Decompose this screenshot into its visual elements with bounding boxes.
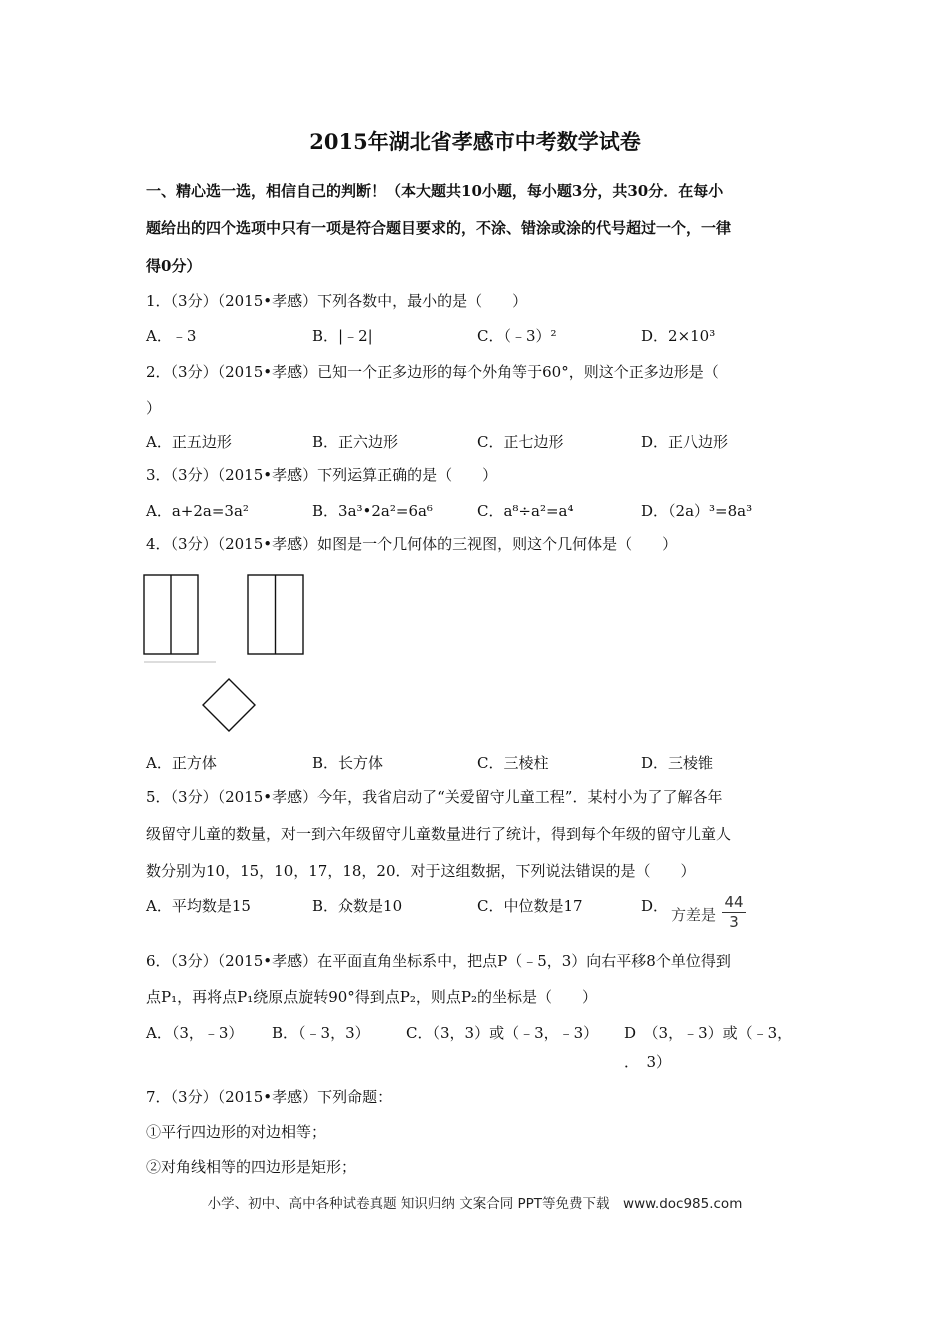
q5-stem-line-3: 数分别为10，15，10，17，18，20．对于这组数据，下列说法错误的是（ ） <box>146 862 696 880</box>
q5-option-c: C．中位数是17 <box>477 897 583 915</box>
top-view-diamond <box>203 679 255 731</box>
q4-option-a: A．正方体 <box>146 754 217 772</box>
q3-option-a: A．a+2a=3a² <box>146 502 249 520</box>
q1-option-a: A．﹣3 <box>146 327 197 345</box>
q2-stem-line-2: ） <box>146 399 162 417</box>
q5-variance-fraction <box>722 894 746 931</box>
q5-option-a: A．平均数是15 <box>146 897 251 915</box>
q6-stem-line-1: 6．（3分）（2015•孝感）在平面直角坐标系中，把点P（﹣5，3）向右平移8个单位得到 <box>146 952 731 970</box>
q4-option-d: D．三棱锥 <box>641 754 714 772</box>
q6-stem-line-2: 点P₁，再将点P₁绕原点旋转90°得到点P₂，则点P₂的坐标是（ ） <box>146 988 598 1006</box>
q6-option-d-line-2: ． 3） <box>624 1053 672 1071</box>
q2-stem-line-1: 2．（3分）（2015•孝感）已知一个正多边形的每个外角等于60°，则这个正多边形是（ <box>146 363 719 381</box>
q1-option-d: D．2×10³ <box>641 327 716 345</box>
q4-option-c: C．三棱柱 <box>477 754 549 772</box>
q7-stem: 7．（3分）（2015•孝感）下列命题： <box>146 1088 393 1106</box>
q6-option-a: A．（3，﹣3） <box>146 1024 244 1042</box>
q5-stem-line-1: 5．（3分）（2015•孝感）今年，我省启动了“关爱留守儿童工程”．某村小为了了解各年 <box>146 788 723 806</box>
q1-stem: 1．（3分）（2015•孝感）下列各数中，最小的是（ ） <box>146 292 528 310</box>
q2-option-c: C．正七边形 <box>477 433 564 451</box>
q6-option-b: B．（﹣3，3） <box>272 1024 370 1042</box>
q5-stem-line-2: 级留守儿童的数量，对一到六年级留守儿童数量进行了统计，得到每个年级的留守儿童人 <box>146 825 732 843</box>
fraction-numerator: 44 <box>724 893 744 911</box>
q3-stem: 3．（3分）（2015•孝感）下列运算正确的是（ ） <box>146 466 498 484</box>
q2-option-b: B．正六边形 <box>312 433 399 451</box>
q5-option-b: B．众数是10 <box>312 897 403 915</box>
q1-option-b: B．|﹣2| <box>312 327 373 345</box>
q6-option-c: C．（3，3）或（﹣3，﹣3） <box>406 1024 599 1042</box>
section-header-line-3: 得0分） <box>146 257 202 275</box>
q1-option-c: C．（﹣3）² <box>477 327 557 345</box>
q3-option-c: C．a⁸÷a²=a⁴ <box>477 502 574 520</box>
q7-item-1: ①平行四边形的对边相等； <box>146 1123 327 1141</box>
q5-option-d-text: 方差是 <box>671 906 717 924</box>
q7-item-2: ②对角线相等的四边形是矩形； <box>146 1158 357 1176</box>
q5-option-d: D． <box>641 897 669 915</box>
q3-option-d: D．（2a）³=8a³ <box>641 502 753 520</box>
q6-option-d-line-1: D （3，﹣3）或（﹣3， <box>624 1024 793 1042</box>
page-footer: 小学、初中、高中各种试卷真题 知识归纳 文案合同 PPT等免费下载 www.doc985.com <box>207 1196 743 1212</box>
page-title: 2015年湖北省孝感市中考数学试卷 <box>309 129 641 154</box>
q3-option-b: B．3a³•2a²=6a⁶ <box>312 502 433 520</box>
section-header-line-2: 题给出的四个选项中只有一项是符合题目要求的，不涂、错涂或涂的代号超过一个，一律 <box>146 219 732 237</box>
fraction-denominator: 3 <box>729 913 739 931</box>
q4-stem: 4．（3分）（2015•孝感）如图是一个几何体的三视图，则这个几何体是（ ） <box>146 535 678 553</box>
section-header-line-1: 一、精心选一选，相信自己的判断！（本大题共10小题，每小题3分，共30分．在每小 <box>146 182 724 200</box>
three-view-figure <box>140 570 320 740</box>
q2-option-d: D．正八边形 <box>641 433 729 451</box>
q2-option-a: A．正五边形 <box>146 433 232 451</box>
q4-option-b: B．长方体 <box>312 754 384 772</box>
